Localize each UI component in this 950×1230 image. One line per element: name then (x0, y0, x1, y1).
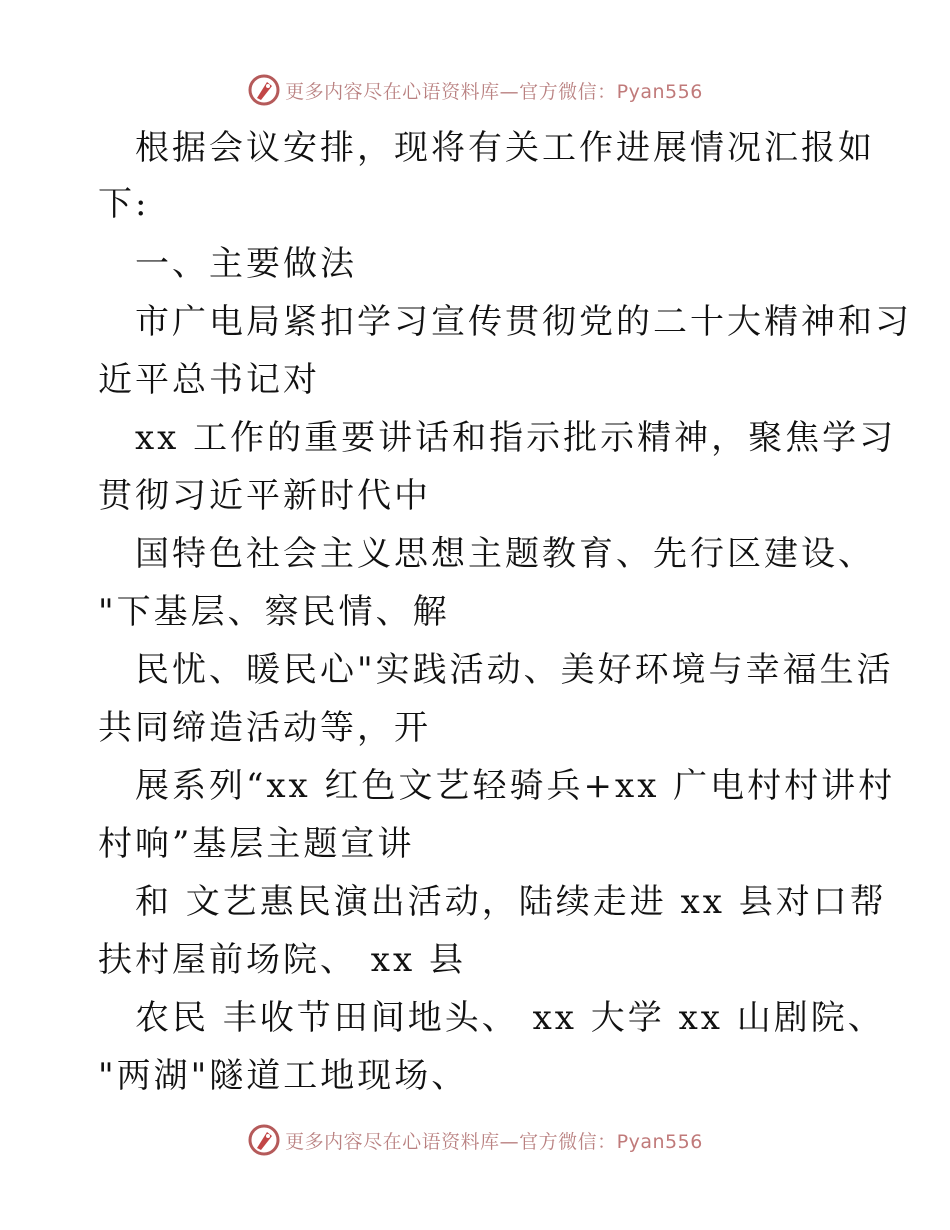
watermark-account: Pyan556 (616, 80, 703, 103)
watermark-account: Pyan556 (616, 1130, 703, 1153)
text-line: 农民 丰收节田间地头、 xx 大学 xx 山剧院、 (135, 998, 885, 1038)
text-line: xx 工作的重要讲话和指示批示精神，聚焦学习 (135, 418, 897, 458)
text-line: 共同缔造活动等，开 (98, 708, 431, 748)
text-line: 下: (98, 184, 150, 224)
text-line: 市广电局紧扣学习宣传贯彻党的二十大精神和习 (135, 302, 912, 342)
text-line: 村响”基层主题宣讲 (98, 824, 415, 864)
watermark-text: 更多内容尽在心语资料库—官方微信：Pyan556 (285, 80, 703, 103)
watermark-text: 更多内容尽在心语资料库—官方微信：Pyan556 (285, 1130, 703, 1153)
watermark-header (0, 70, 950, 110)
text-line: 贯彻习近平新时代中 (98, 476, 431, 516)
text-line: 和 文艺惠民演出活动，陆续走进 xx 县对口帮 (135, 882, 887, 922)
text-line: 扶村屋前场院、 xx 县 (98, 940, 466, 980)
text-line: 民忧、暖民心"实践活动、美好环境与幸福生活 (135, 650, 894, 690)
section-heading: 一、主要做法 (135, 244, 357, 284)
pen-nib-circle-icon (247, 73, 281, 107)
text-line: "两湖"隧道工地现场、 (98, 1056, 469, 1096)
text-line: "下基层、察民情、解 (98, 592, 450, 632)
text-line: 展系列“xx 红色文艺轻骑兵+xx 广电村村讲村 (135, 766, 896, 806)
watermark-footer (0, 1120, 950, 1160)
text-line: 近平总书记对 (98, 360, 320, 400)
pen-nib-circle-icon (247, 1123, 281, 1157)
text-line: 根据会议安排，现将有关工作进展情况汇报如 (135, 128, 875, 168)
text-line: 国特色社会主义思想主题教育、先行区建设、 (135, 534, 875, 574)
